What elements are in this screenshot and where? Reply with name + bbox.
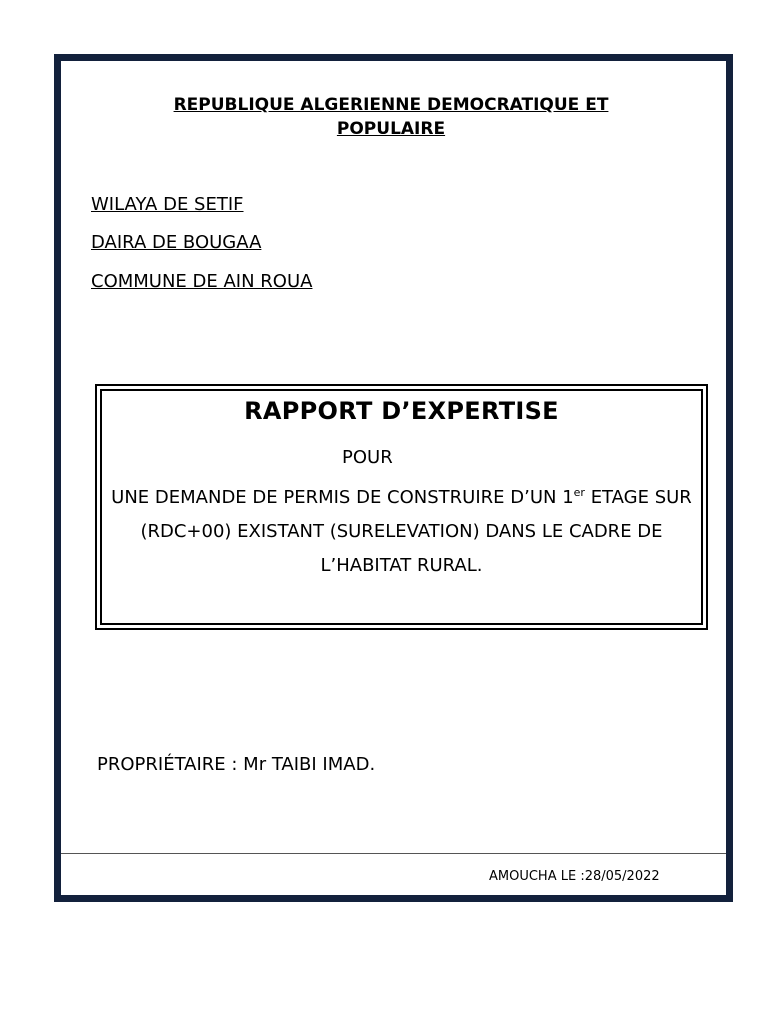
page-frame	[54, 54, 733, 902]
footer-divider	[61, 853, 726, 854]
report-title-box-inner	[100, 389, 703, 625]
owner-line: PROPRIÉTAIRE : Mr TAIBI IMAD.	[97, 754, 376, 775]
report-title: RAPPORT D’EXPERTISE	[244, 397, 559, 425]
report-description	[110, 481, 693, 583]
wilaya-line: WILAYA DE SETIF	[91, 194, 244, 215]
commune-line: COMMUNE DE AIN ROUA	[91, 271, 313, 292]
republic-heading: REPUBLIQUE ALGERIENNE DEMOCRATIQUE ET POPULAIRE	[173, 95, 609, 139]
footer-date: AMOUCHA LE :28/05/2022	[489, 869, 660, 884]
report-description-part1: UNE DEMANDE DE PERMIS DE CONSTRUIRE D’UN 1	[111, 487, 574, 508]
report-title-box	[95, 384, 708, 630]
report-pour: POUR	[342, 447, 393, 468]
daira-line: DAIRA DE BOUGAA	[91, 232, 262, 253]
report-description-superscript: er	[573, 486, 585, 499]
report-description-part2: ETAGE SUR (RDC+00) EXISTANT (SURELEVATION) DANS LE CADRE DE L’HABITAT RURAL.	[140, 487, 692, 576]
